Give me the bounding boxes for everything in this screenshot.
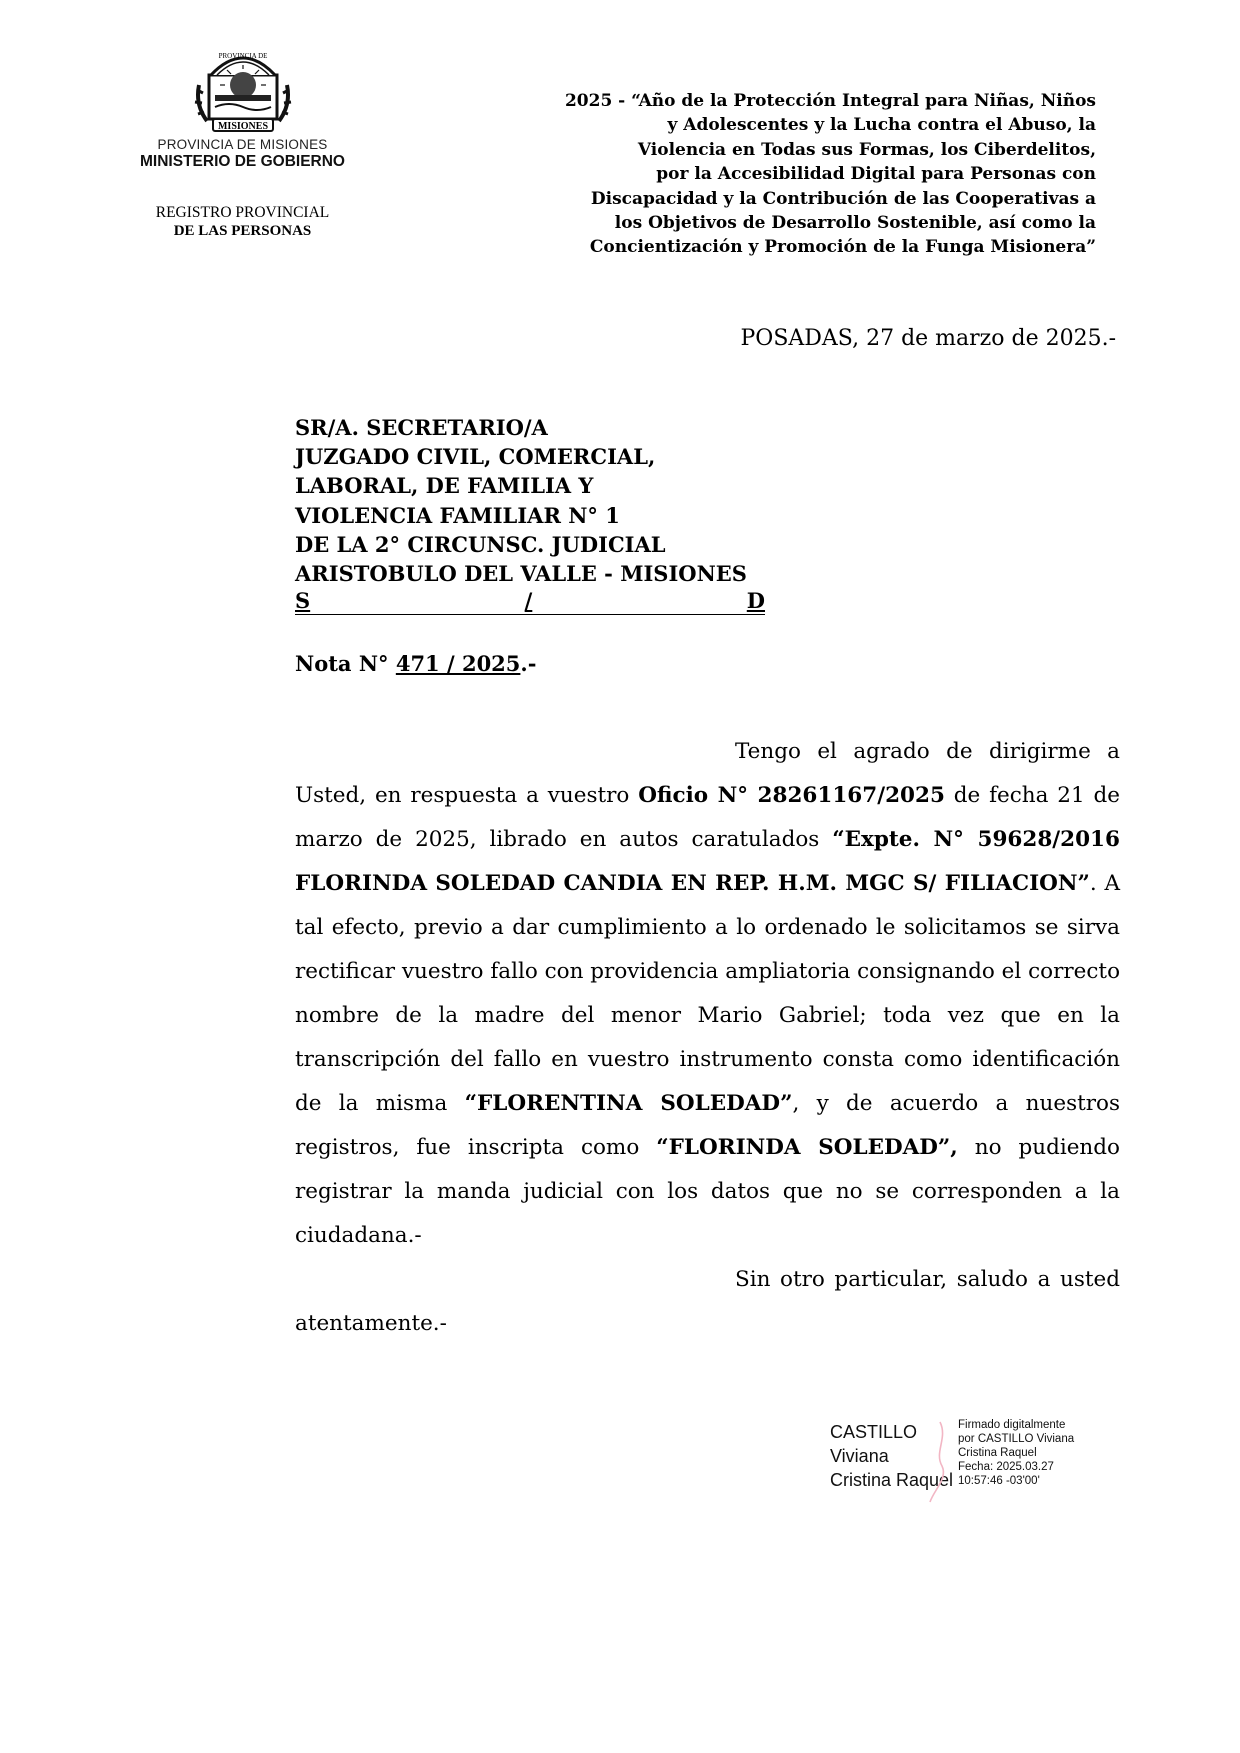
signature-details bbox=[958, 1418, 1074, 1488]
closing-paragraph bbox=[295, 1258, 1120, 1346]
province-name: PROVINCIA DE MISIONES bbox=[157, 137, 328, 152]
sd-line bbox=[295, 588, 765, 615]
note-suffix: .- bbox=[520, 651, 537, 676]
body-text-segment: Tengo el agrado de dirigirme a Usted, en respuesta a vuestro bbox=[295, 739, 1120, 808]
office-name bbox=[120, 203, 365, 241]
office-line-1: REGISTRO PROVINCIAL bbox=[155, 204, 330, 221]
addressee-line: LABORAL, DE FAMILIA Y bbox=[295, 473, 594, 499]
digital-signature bbox=[830, 1418, 1100, 1508]
signer-name-line: Cristina Raquel bbox=[830, 1470, 954, 1490]
date-line: POSADAS, 27 de marzo de 2025.- bbox=[740, 326, 1116, 351]
body-text-segment: no pudiendo registrar la manda judicial con los datos que no se corresponden a la ciudadana.- bbox=[295, 1135, 1120, 1248]
signature-detail-line: Fecha: 2025.03.27 bbox=[958, 1461, 1054, 1473]
note-number bbox=[295, 651, 536, 676]
addressee-line: DE LA 2° CIRCUNSC. JUDICIAL bbox=[295, 531, 666, 557]
addressee-line: ARISTOBULO DEL VALLE - MISIONES bbox=[295, 561, 747, 587]
note-value: 471 / 2025 bbox=[395, 651, 521, 676]
signer-name-line: Viviana bbox=[830, 1446, 889, 1466]
body-text-segment: de fecha 21 de marzo de 2025, librado en autos caratulados bbox=[295, 783, 1120, 852]
letterhead-logo bbox=[120, 45, 365, 171]
sd-right: D bbox=[746, 588, 765, 614]
closing-text: Sin otro particular, saludo a usted atentamente.- bbox=[295, 1267, 1120, 1336]
addressee-line: JUZGADO CIVIL, COMERCIAL, bbox=[295, 444, 656, 470]
body-text-segment: , y de acuerdo a nuestros registros, fue inscripta como bbox=[295, 1091, 1121, 1160]
addressee-line: SR/A. SECRETARIO/A bbox=[295, 415, 548, 440]
sd-mid: / bbox=[524, 588, 533, 614]
case-reference: “Expte. N° 59628/2016 FLORINDA SOLEDAD CANDIA EN REP. H.M. MGC S/ FILIACION” bbox=[295, 827, 1120, 896]
signer-name-line: CASTILLO bbox=[830, 1422, 918, 1442]
note-label: Nota N° bbox=[295, 651, 389, 676]
body-paragraph bbox=[295, 730, 1120, 1258]
signature-detail-line: Cristina Raquel bbox=[958, 1447, 1037, 1459]
addressee-block bbox=[295, 413, 765, 615]
province-seal-icon bbox=[191, 45, 295, 133]
sd-left: S bbox=[295, 588, 311, 614]
oficio-reference: Oficio N° 28261167/2025 bbox=[638, 783, 945, 808]
letter-body bbox=[295, 730, 1120, 1346]
ministry-name: MINISTERIO DE GOBIERNO bbox=[140, 153, 345, 170]
year-motto: 2025 - “Año de la Protección Integral para Niñas, Niños y Adolescentes y la Lucha contra el Abuso, la Violencia en Todas sus Formas, los Ciberdelitos, por la Accesibilidad Digital para Personas con Discapacidad y la Contribución de las Cooperativas a los Objetivos de Desarrollo Sostenible, así como la Concientización y Promoción de la Funga Misionera” bbox=[564, 91, 1096, 258]
registered-name: “FLORINDA SOLEDAD”, bbox=[656, 1135, 958, 1160]
svg-text:MISIONES: MISIONES bbox=[217, 121, 268, 132]
body-text-segment: . A tal efecto, previo a dar cumplimiento a lo ordenado le solicitamos se sirva rectificar vuestro fallo con providencia ampliatoria consignando el correcto nombre de la madre del menor Mario Gabriel; toda vez que en la transcripción del fallo en vuestro instrumento consta como identificación de la misma bbox=[295, 871, 1121, 1116]
incorrect-name: “FLORENTINA SOLEDAD” bbox=[464, 1091, 793, 1116]
svg-text:PROVINCIA DE: PROVINCIA DE bbox=[218, 52, 267, 60]
office-line-2: DE LAS PERSONAS bbox=[173, 223, 312, 239]
signature-detail-line: por CASTILLO Viviana bbox=[958, 1433, 1075, 1445]
addressee-line: VIOLENCIA FAMILIAR N° 1 bbox=[295, 502, 620, 528]
signature-detail-line: Firmado digitalmente bbox=[958, 1419, 1066, 1431]
signature-mark-icon bbox=[924, 1418, 958, 1506]
signature-detail-line: 10:57:46 -03'00' bbox=[958, 1475, 1040, 1487]
